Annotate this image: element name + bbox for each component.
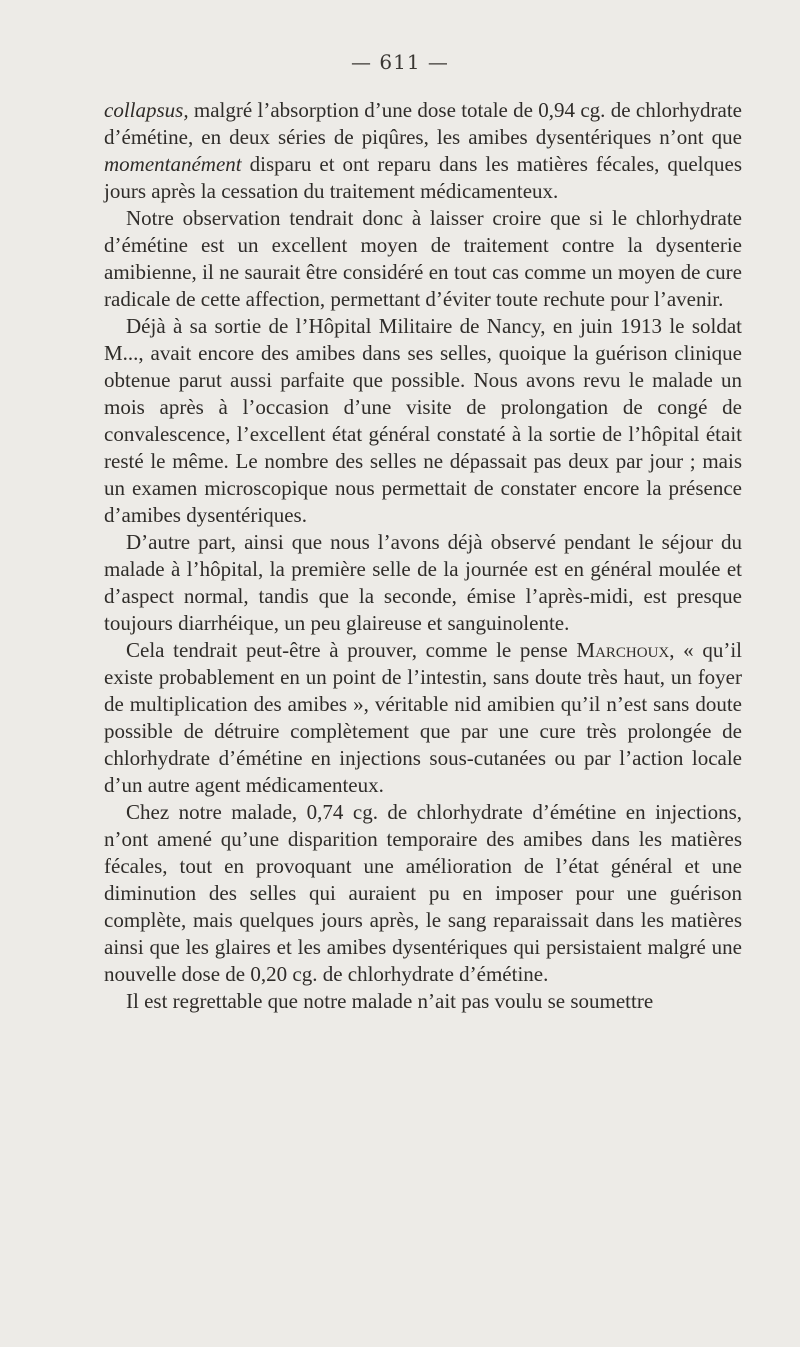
text-segment: disparu et ont reparu dans les matières fécales, quelques jours après la cessation du traitement médicamenteux. [104,152,742,203]
paragraph [104,205,742,313]
paragraph [104,988,742,1015]
text-segment: momentanément [104,152,242,176]
text-segment: collapsus, [104,98,189,122]
paragraph [104,799,742,988]
paragraph [104,529,742,637]
paragraph [104,313,742,529]
text-segment: Marchoux [576,638,670,662]
text-segment: D’autre part, ainsi que nous l’avons déjà observé pendant le séjour du malade à l’hôpital, la première selle de la journée est en général moulée et d’aspect normal, tandis que la seconde, émise l’après-midi, est presque toujours diarrhéique, un peu glaireuse et sanguinolente. [104,530,742,635]
text-segment: malgré l’absorption d’une dose totale de 0,94 cg. de chlorhydrate d’émétine, en deux séries de piqûres, les amibes dysentériques n’ont que [104,98,742,149]
paragraph [104,637,742,799]
page-number: — 611 — [351,50,449,74]
body-text [104,97,742,1015]
text-segment: , « qu’il existe probablement en un point de l’intestin, sans doute très haut, un foyer de multiplication des amibes », véritable nid amibien qu’il n’est sans doute possible de détruire complètement que par une cure très prolongée de chlorhydrate d’émétine en injections sous-cutanées ou par l’action locale d’un autre agent médicamenteux. [104,638,742,797]
text-segment: Chez notre malade, 0,74 cg. de chlorhydrate d’émétine en injections, n’ont amené qu’une disparition temporaire des amibes dans les matières fécales, tout en provoquant une amélioration de l’état général et une diminution des selles qui auraient pu en imposer pour une guérison complète, mais quelques jours après, le sang reparaissait dans les matières ainsi que les glaires et les amibes dysentériques qui persistaient malgré une nouvelle dose de 0,20 cg. de chlorhydrate d’émétine. [104,800,742,986]
text-segment: Il est regrettable que notre malade n’ait pas voulu se soumettre [126,989,654,1013]
text-segment: Déjà à sa sortie de l’Hôpital Militaire de Nancy, en juin 1913 le soldat M..., avait encore des amibes dans ses selles, quoique la guérison clinique obtenue parut aussi parfaite que possible. Nous avons revu le malade un mois après à l’occasion d’une visite de prolongation de congé de convalescence, l’excellent état général constaté à la sortie de l’hôpital était resté le même. Le nombre des selles ne dépassait pas deux par jour ; mais un examen microscopique nous permettait de constater encore la présence d’amibes dysentériques. [104,314,742,527]
text-segment: Notre observation tendrait donc à laisser croire que si le chlorhydrate d’émétine est un excellent moyen de traitement contre la dysenterie amibienne, il ne saurait être considéré en tout cas comme un moyen de cure radicale de cette affection, permettant d’éviter toute rechute pour l’avenir. [104,206,742,311]
text-segment: Cela tendrait peut-être à prouver, comme le pense [126,638,577,662]
paragraph [104,97,742,205]
